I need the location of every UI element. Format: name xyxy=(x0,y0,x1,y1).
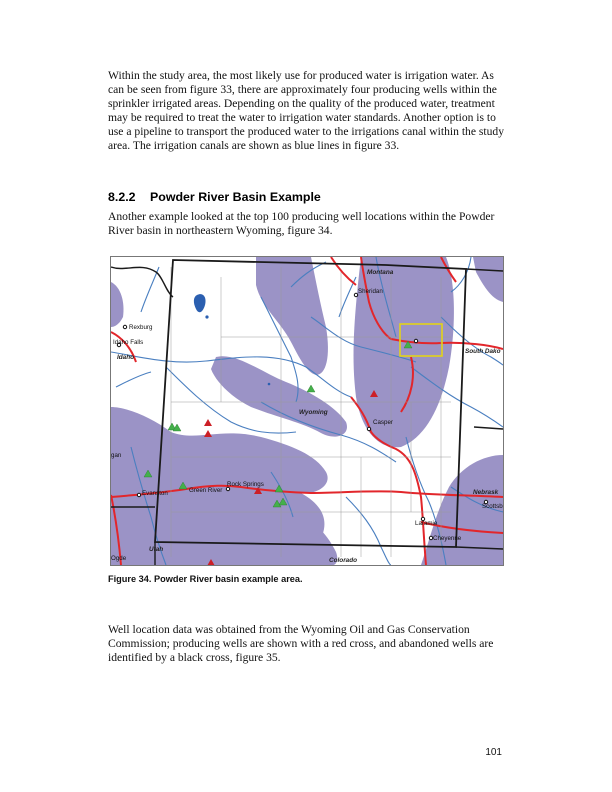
label-casper: Casper xyxy=(373,419,393,426)
green-well-marker xyxy=(307,385,315,392)
section-heading xyxy=(108,190,321,204)
label-nebraska: Nebrask xyxy=(473,489,499,496)
label-sheridan: Sheridan xyxy=(358,288,383,295)
label-green-river: Green River xyxy=(189,487,223,494)
figure-34-map xyxy=(110,256,504,566)
west-small-basin xyxy=(111,282,124,327)
label-montana: Montana xyxy=(367,269,394,276)
wind-river-basin xyxy=(211,356,347,436)
label-evanston: Evanston xyxy=(142,490,168,497)
label-utah: Utah xyxy=(149,546,164,553)
label-logan: gan xyxy=(111,452,122,459)
label-idaho-falls: Idaho Falls xyxy=(113,339,144,346)
label-rock-springs: Rock Springs xyxy=(227,481,264,488)
section-paragraph: Another example looked at the top 100 producing well locations within the Powder River basin in northeastern Wyoming, figure 34. xyxy=(108,210,495,237)
label-laramie: Laramie xyxy=(415,520,438,527)
figure-caption: Figure 34. Powder River basin example area. xyxy=(108,574,303,584)
page-number: 101 xyxy=(485,747,502,758)
label-ogden: Ogde xyxy=(111,555,127,562)
section-number: 8.2.2 xyxy=(108,190,136,204)
label-south-dakota: South Dako xyxy=(465,348,501,355)
red-well-marker xyxy=(204,419,212,426)
section-title: Powder River Basin Example xyxy=(150,190,321,204)
label-colorado: Colorado xyxy=(329,557,358,564)
northeast-basin xyxy=(473,257,503,302)
label-cheyenne: Cheyenne xyxy=(433,535,462,542)
label-scottsbluff: Scottsb xyxy=(482,503,503,510)
intro-paragraph: Within the study area, the most likely use for produced water is irrigation water. As can be seen from figure 33, there are approximately four producing wells within the sprinkler irrigated areas. Depending on the quality of the produced water, treatment may be required to treat the water to irrigation water standards. Another option is to use a pipeline to transport the produced water to the irrigations canal within the study area. The irrigation canals are shown as blue lines in figure 33. xyxy=(108,69,505,152)
powder-river-basin xyxy=(354,257,454,447)
closing-paragraph: Well location data was obtained from the Wyoming Oil and Gas Conservation Commission; producing wells are shown with a red cross, and abandoned wells are identified by a black cross, figure 35. xyxy=(108,623,494,664)
map-svg xyxy=(111,257,503,565)
label-rexburg: Rexburg xyxy=(129,324,153,331)
label-wyoming: Wyoming xyxy=(299,409,328,416)
red-well-marker xyxy=(204,430,212,437)
label-idaho: Idaho xyxy=(117,354,135,361)
